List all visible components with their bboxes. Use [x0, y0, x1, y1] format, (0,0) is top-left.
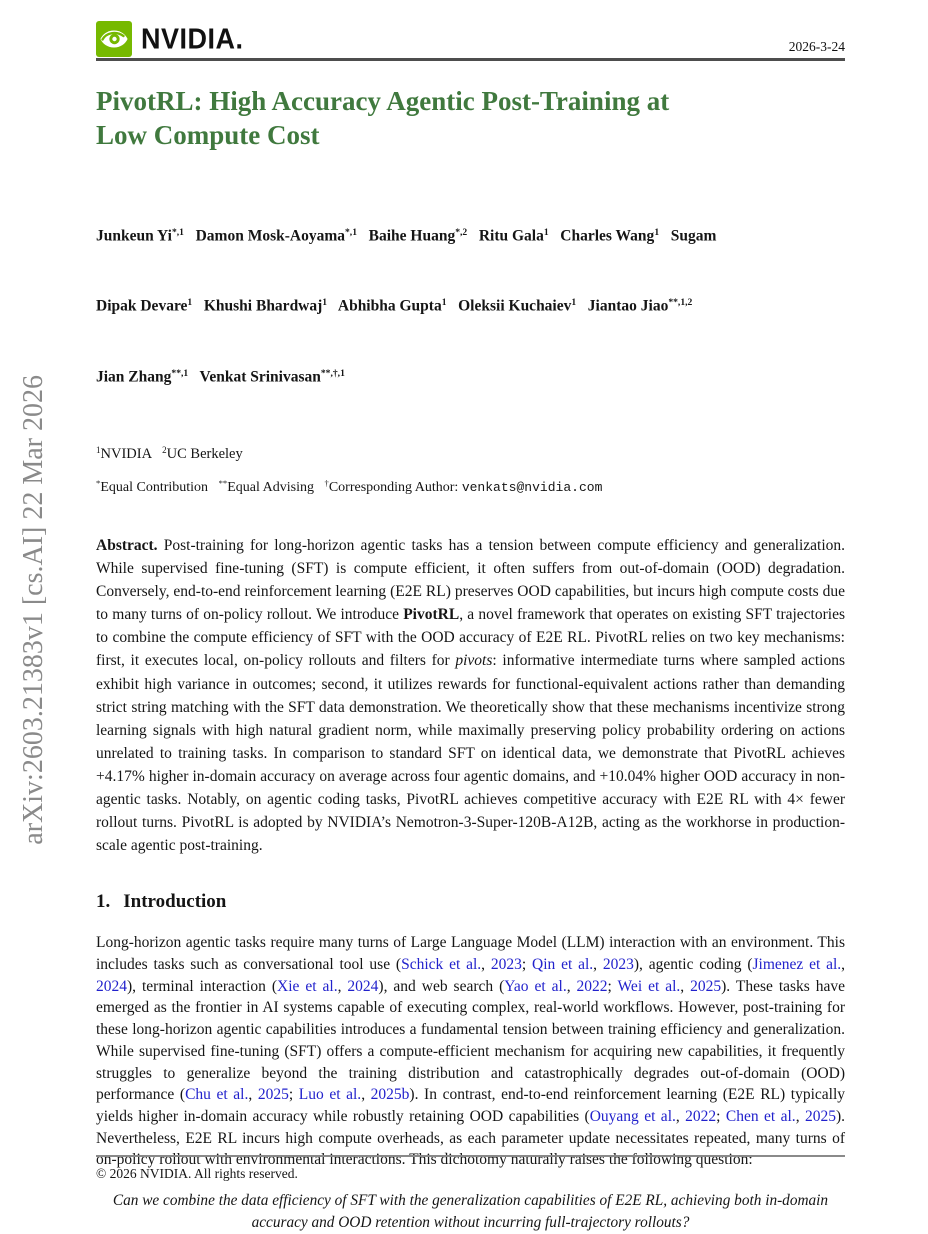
- paper-title-line1: PivotRL: High Accuracy Agentic Post-Training at: [96, 86, 670, 116]
- text-segment: *,1: [345, 226, 357, 238]
- text-segment: [549, 227, 561, 244]
- text-segment: Sugam: [670, 227, 717, 245]
- text-segment: ). These tasks have emerged as the frontier in AI systems capable of executing complex, real-world workflows. However, post-training for these long-horizon agentic capabilities introduces a fundamental tension between training efficiency and generalization. While supervised fine-tuning (SFT) offers a compute-efficient mechanism for acquiring new capabilities, it frequently struggles to generalize beyond the training distribution and catastrophically degrades out-of-domain (OOD) performance (: [96, 977, 846, 1104]
- citation-link[interactable]: 2024: [96, 977, 127, 995]
- text-segment: *: [96, 478, 101, 489]
- citation-link[interactable]: Schick et al.: [401, 956, 482, 974]
- text-segment: **: [218, 478, 228, 489]
- affiliations: [96, 445, 845, 463]
- text-segment: ). In contrast, end-to-end reinforcement learning (E2E RL) typically yields higher in-domain accuracy while robustly retaining OOD capabilities (: [96, 1086, 846, 1125]
- text-segment: Abhibha Gupta: [337, 297, 442, 315]
- citation-link[interactable]: Chu et al.: [185, 1086, 249, 1104]
- citation-link[interactable]: Chen et al.: [725, 1107, 796, 1125]
- author-line: [96, 363, 845, 389]
- text-segment: Khushi Bhardwaj: [203, 297, 323, 315]
- section-heading-introduction: [96, 891, 845, 913]
- arxiv-id-label: arXiv:2603.21383v1 [cs.AI] 22 Mar 2026: [18, 375, 49, 845]
- citation-link[interactable]: Qin et al.: [532, 956, 594, 974]
- footer-divider: [96, 1155, 845, 1157]
- citation-link[interactable]: 2023: [602, 956, 634, 974]
- citation-link[interactable]: Ouyang et al.: [589, 1107, 676, 1125]
- text-segment: [327, 298, 338, 315]
- text-segment: 1: [571, 297, 577, 309]
- text-segment: ,: [841, 956, 846, 974]
- text-segment: 2: [162, 445, 167, 456]
- text-segment: *,2: [455, 226, 468, 238]
- page-footer: [96, 1155, 845, 1182]
- text-segment: Corresponding Author:: [328, 480, 462, 496]
- text-segment: Junkeun Yi: [96, 227, 172, 245]
- section-number: 1.: [96, 891, 111, 913]
- text-segment: pivots: [455, 652, 493, 670]
- text-segment: ,: [337, 977, 348, 995]
- text-segment: Abstract.: [96, 537, 158, 555]
- text-segment: Damon Mosk-Aoyama: [195, 227, 345, 245]
- citation-link[interactable]: Xie et al.: [277, 977, 338, 995]
- date-label: 2026-3-24: [788, 39, 845, 54]
- text-segment: Jian Zhang: [96, 368, 172, 386]
- email-link[interactable]: venkats@nvidia.com: [461, 480, 603, 496]
- text-segment: 1: [543, 226, 549, 238]
- header-divider: [96, 58, 845, 61]
- nvidia-wordmark: NVIDIA.: [141, 22, 244, 55]
- arxiv-watermark: [8, 330, 60, 890]
- text-segment: ,: [795, 1107, 805, 1125]
- citation-link[interactable]: 2023: [490, 956, 522, 974]
- text-segment: **,1,2: [668, 297, 693, 309]
- introduction-paragraph: [96, 932, 845, 1171]
- text-segment: ,: [680, 977, 691, 995]
- citation-link[interactable]: 2024: [347, 977, 379, 995]
- text-segment: ,: [361, 1086, 371, 1104]
- text-segment: ;: [288, 1086, 299, 1104]
- citation-link[interactable]: 2025: [690, 977, 722, 995]
- text-segment: 1: [96, 445, 101, 456]
- text-segment: PivotRL: [403, 606, 460, 624]
- text-segment: [188, 368, 199, 385]
- citation-link[interactable]: Jimenez et al.: [752, 956, 842, 974]
- text-segment: [659, 227, 671, 244]
- text-segment: Baihe Huang: [368, 227, 456, 245]
- text-segment: : informative intermediate turns where sampled actions exhibit high variance in outcomes; second, it utilizes rewards for functional-equivalent actions rather than demanding strict string matching with the SFT data demonstration. We theoretically show that these mechanisms incentivize strong learning signals with high natural gradient norm, while maximally preserving policy probability ordering on actions unrelated to training tasks. In comparison to standard SFT on identical data, we demonstrate that PivotRL achieves +4.17% higher in-domain accuracy on average across four agentic domains, and +10.04% higher OOD accuracy in non-agentic tasks. Notably, on agentic coding tasks, PivotRL achieves competitive accuracy with E2E RL with 4× fewer rollout turns. PivotRL is adopted by NVIDIA’s Nemotron-3-Super-120B-A12B, acting as the workhorse in production-scale agentic post-training.: [96, 652, 846, 855]
- text-segment: [467, 227, 479, 244]
- citation-link[interactable]: 2025b: [370, 1086, 410, 1104]
- text-segment: , a novel framework that operates on existing SFT trajectories to combine the compute efficiency of SFT with the OOD accuracy of E2E RL. PivotRL relies on two key mechanisms: first, it executes local, on-policy rollouts and filters for: [96, 606, 845, 670]
- citation-link[interactable]: Luo et al.: [298, 1086, 362, 1104]
- text-segment: ;: [716, 1107, 726, 1125]
- citation-link[interactable]: 2025: [257, 1086, 289, 1104]
- text-segment: **,1: [171, 367, 189, 379]
- text-segment: Jiantao Jiao: [587, 297, 669, 315]
- text-segment: Equal Contribution: [100, 480, 219, 496]
- text-segment: Long-horizon agentic tasks require many turns of Large Language Model (LLM) interaction with an environment. This includes tasks such as conversational tool use (: [96, 934, 845, 974]
- text-segment: 1: [441, 297, 447, 309]
- text-segment: Dipak Devare: [96, 297, 188, 315]
- text-segment: Oleksii Kuchaiev: [458, 297, 572, 315]
- text-segment: ,: [675, 1107, 686, 1125]
- text-segment: [192, 298, 204, 315]
- text-segment: UC Berkeley: [166, 446, 243, 463]
- text-segment: ), terminal interaction (: [127, 977, 278, 995]
- text-segment: 1: [654, 226, 660, 238]
- abstract-paragraph: [96, 534, 845, 857]
- text-segment: Post-training for long-horizon agentic tasks has a tension between compute efficiency and generalization. While supervised fine-tuning (SFT) is compute efficient, it often suffers from out-of-domain (OOD) degradation. Conversely, end-to-end reinforcement learning (E2E RL) preserves OOD capabilities, but incurs high compute costs due to many turns of on-policy rollout. We introduce: [96, 537, 845, 624]
- citation-link[interactable]: 2022: [576, 977, 608, 995]
- text-segment: *,1: [171, 226, 184, 238]
- author-list: [96, 177, 845, 433]
- author-line: [96, 222, 845, 248]
- copyright-notice: © 2026 NVIDIA. All rights reserved.: [96, 1166, 298, 1181]
- text-segment: Venkat Srinivasan: [199, 368, 321, 386]
- text-segment: ,: [593, 956, 603, 974]
- citation-link[interactable]: 2025: [804, 1107, 836, 1125]
- text-segment: ,: [566, 977, 577, 995]
- text-segment: ), and web search (: [378, 977, 505, 995]
- text-segment: Equal Advising: [227, 480, 325, 496]
- page-header: [96, 16, 845, 57]
- text-segment: 1: [322, 297, 328, 309]
- footnotes: [96, 478, 845, 496]
- paper-title-line2: Low Compute Cost: [96, 120, 320, 150]
- text-segment: 1: [187, 297, 193, 309]
- research-question-quote: Can we combine the data efficiency of SFT with the generalization capabilities of E2E RL, achieving both in-domain accuracy and OOD retention without incurring full-trajectory rollouts?: [112, 1192, 829, 1232]
- citation-link[interactable]: Wei et al.: [617, 977, 681, 995]
- text-segment: [357, 227, 369, 244]
- text-segment: Ritu Gala: [478, 227, 544, 245]
- text-segment: ;: [607, 977, 618, 995]
- text-segment: ). Nevertheless, E2E RL incurs high compute overheads, as each parameter update necessitates repeated, many turns of on-policy rollout with environmental interactions. This dichotomy naturally raises the following question:: [96, 1107, 846, 1169]
- text-segment: ,: [481, 956, 491, 974]
- text-segment: NVIDIA: [100, 446, 163, 463]
- nvidia-eye-icon: [96, 21, 132, 57]
- paper-title: [96, 84, 845, 152]
- author-line: [96, 292, 845, 318]
- text-segment: ,: [248, 1086, 258, 1104]
- text-segment: [184, 227, 196, 244]
- text-segment: ), agentic coding (: [633, 956, 753, 974]
- citation-link[interactable]: Yao et al.: [504, 977, 567, 995]
- text-segment: †: [324, 478, 329, 489]
- text-segment: [447, 298, 459, 315]
- text-segment: ;: [521, 956, 533, 974]
- text-segment: Charles Wang: [560, 227, 655, 245]
- section-title: Introduction: [123, 891, 227, 913]
- text-segment: [576, 298, 588, 315]
- nvidia-logo: [96, 21, 244, 57]
- citation-link[interactable]: 2022: [685, 1107, 717, 1125]
- text-segment: **,†,1: [320, 367, 345, 379]
